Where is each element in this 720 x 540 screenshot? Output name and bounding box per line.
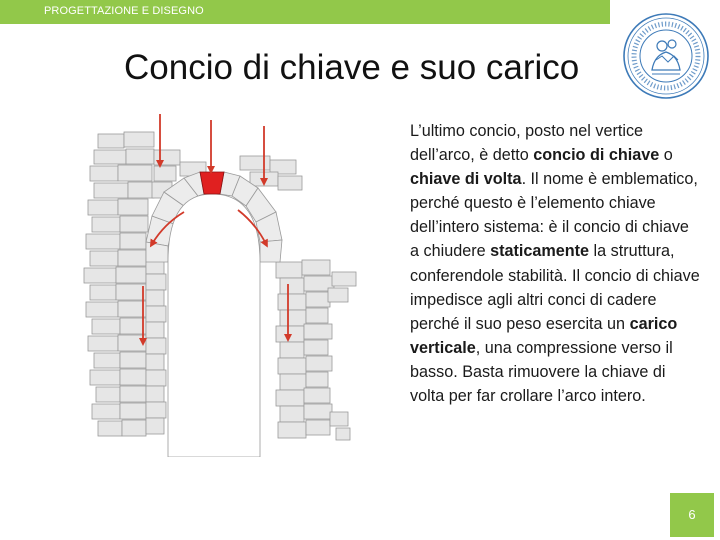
- page-number-badge: 6: [670, 493, 714, 537]
- keystone: [200, 172, 224, 194]
- text-run: , una compressione verso il basso. Basta rimuovere la chiave di volta per far crollare l’arco intero.: [410, 338, 673, 406]
- text-run: . Il nome è emblematico, perché questo è l’elemento chiave dell’intero sistema: è il concio di chiave a chiudere: [410, 170, 698, 261]
- bold-term-chiave-di-volta: chiave di volta: [410, 170, 522, 189]
- arch-illustration: [80, 112, 370, 457]
- bold-term-concio-di-chiave: concio di chiave: [533, 146, 660, 165]
- text-run: la struttura, conferendole stabilità. Il concio di chiave impedisce agli altri conci di cadere perché il suo peso esercita un: [410, 242, 700, 333]
- text-run: L’ultimo concio, posto nel vertice dell’arco, è detto: [410, 122, 644, 165]
- institution-seal-icon: [622, 12, 710, 100]
- body-paragraph: [410, 119, 700, 408]
- header-bar: [0, 0, 610, 24]
- bold-term-carico-verticale: carico verticale: [410, 314, 678, 357]
- arch-opening: [168, 194, 260, 457]
- header-label: PROGETTAZIONE E DISEGNO: [44, 5, 204, 17]
- text-run: o: [659, 146, 673, 165]
- bold-term-staticamente: staticamente: [490, 242, 590, 261]
- slide-title: Concio di chiave e suo carico: [124, 48, 580, 87]
